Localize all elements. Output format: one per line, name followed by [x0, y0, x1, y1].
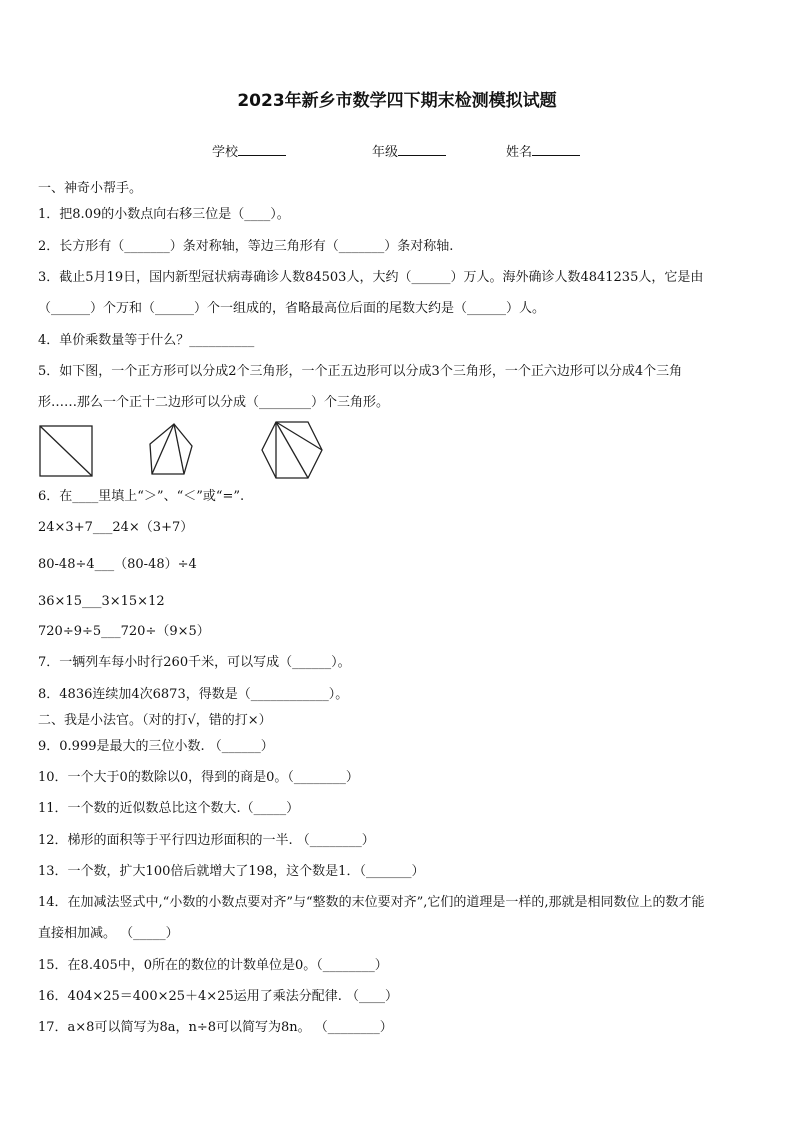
square-figure	[40, 426, 92, 476]
compare-item-4: 720÷9÷5___720÷（9×5）	[38, 624, 210, 639]
polygon-figures	[36, 418, 336, 486]
page-title: 2023年新乡市数学四下期末检测模拟试题	[237, 91, 557, 111]
question-4: 4．单价乘数量等于什么？__________	[38, 333, 255, 348]
compare-item-3: 36×15___3×15×12	[38, 594, 165, 609]
grade-label: 年级	[372, 145, 399, 160]
section-1-heading: 一、神奇小帮手。	[38, 181, 143, 196]
question-3-line-2: （______）个万和（______）个一组成的，省略最高位后面的尾数大约是（______）人。	[38, 301, 546, 316]
compare-item-1: 24×3+7___24×（3+7）	[38, 520, 194, 535]
compare-item-2: 80-48÷4___（80-48）÷4	[38, 557, 197, 572]
question-16: 16．404×25＝400×25＋4×25运用了乘法分配律. （____）	[38, 989, 399, 1004]
question-14-line-2: 直接相加减。 （_____）	[38, 926, 179, 941]
question-7: 7．一辆列车每小时行260千米，可以写成（______）。	[38, 655, 351, 670]
question-1: 1．把8.09的小数点向右移三位是（____）。	[38, 207, 290, 222]
name-blank[interactable]	[532, 143, 580, 156]
name-label: 姓名	[506, 145, 533, 160]
question-17: 17．a×8可以简写为8a，n÷8可以简写为8n。 （________）	[38, 1020, 393, 1035]
question-15: 15．在8.405中，0所在的数位的计数单位是0。（________）	[38, 958, 388, 973]
question-3-line-1: 3．截止5月19日，国内新型冠状病毒确诊人数84503人，大约（______）万人。海外确诊人数4841235人，它是由	[38, 270, 704, 285]
school-blank[interactable]	[238, 143, 286, 156]
question-5-line-2: 形……那么一个正十二边形可以分成（________）个三角形。	[38, 395, 390, 410]
section-2-heading: 二、我是小法官。（对的打√，错的打×）	[38, 713, 272, 728]
question-12: 12．梯形的面积等于平行四边形面积的一半. （________）	[38, 833, 375, 848]
school-field	[212, 141, 286, 160]
question-13: 13．一个数，扩大100倍后就增大了198，这个数是1．（_______）	[38, 864, 425, 879]
name-field	[506, 141, 580, 160]
question-5-line-1: 5．如下图，一个正方形可以分成2个三角形，一个正五边形可以分成3个三角形，一个正六边形可以分成4个三角	[38, 364, 683, 379]
grade-field	[372, 141, 446, 160]
pentagon-figure	[150, 424, 192, 474]
question-14-line-1: 14．在加减法竖式中,“小数的小数点要对齐”与“整数的末位要对齐”,它们的道理是一样的,那就是相同数位上的数才能	[38, 895, 705, 910]
hexagon-figure	[262, 422, 322, 478]
question-8: 8．4836连续加4次6873，得数是（____________）。	[38, 687, 349, 702]
question-9: 9．0.999是最大的三位小数. （______）	[38, 739, 274, 754]
question-2: 2．长方形有（_______）条对称轴，等边三角形有（_______）条对称轴.	[38, 239, 454, 254]
question-10: 10．一个大于0的数除以0，得到的商是0。（________）	[38, 770, 359, 785]
school-label: 学校	[212, 145, 239, 160]
question-6: 6．在____里填上“＞”、“＜”或“=”.	[38, 489, 245, 504]
grade-blank[interactable]	[398, 143, 446, 156]
question-11: 11．一个数的近似数总比这个数大.（_____）	[38, 801, 300, 816]
